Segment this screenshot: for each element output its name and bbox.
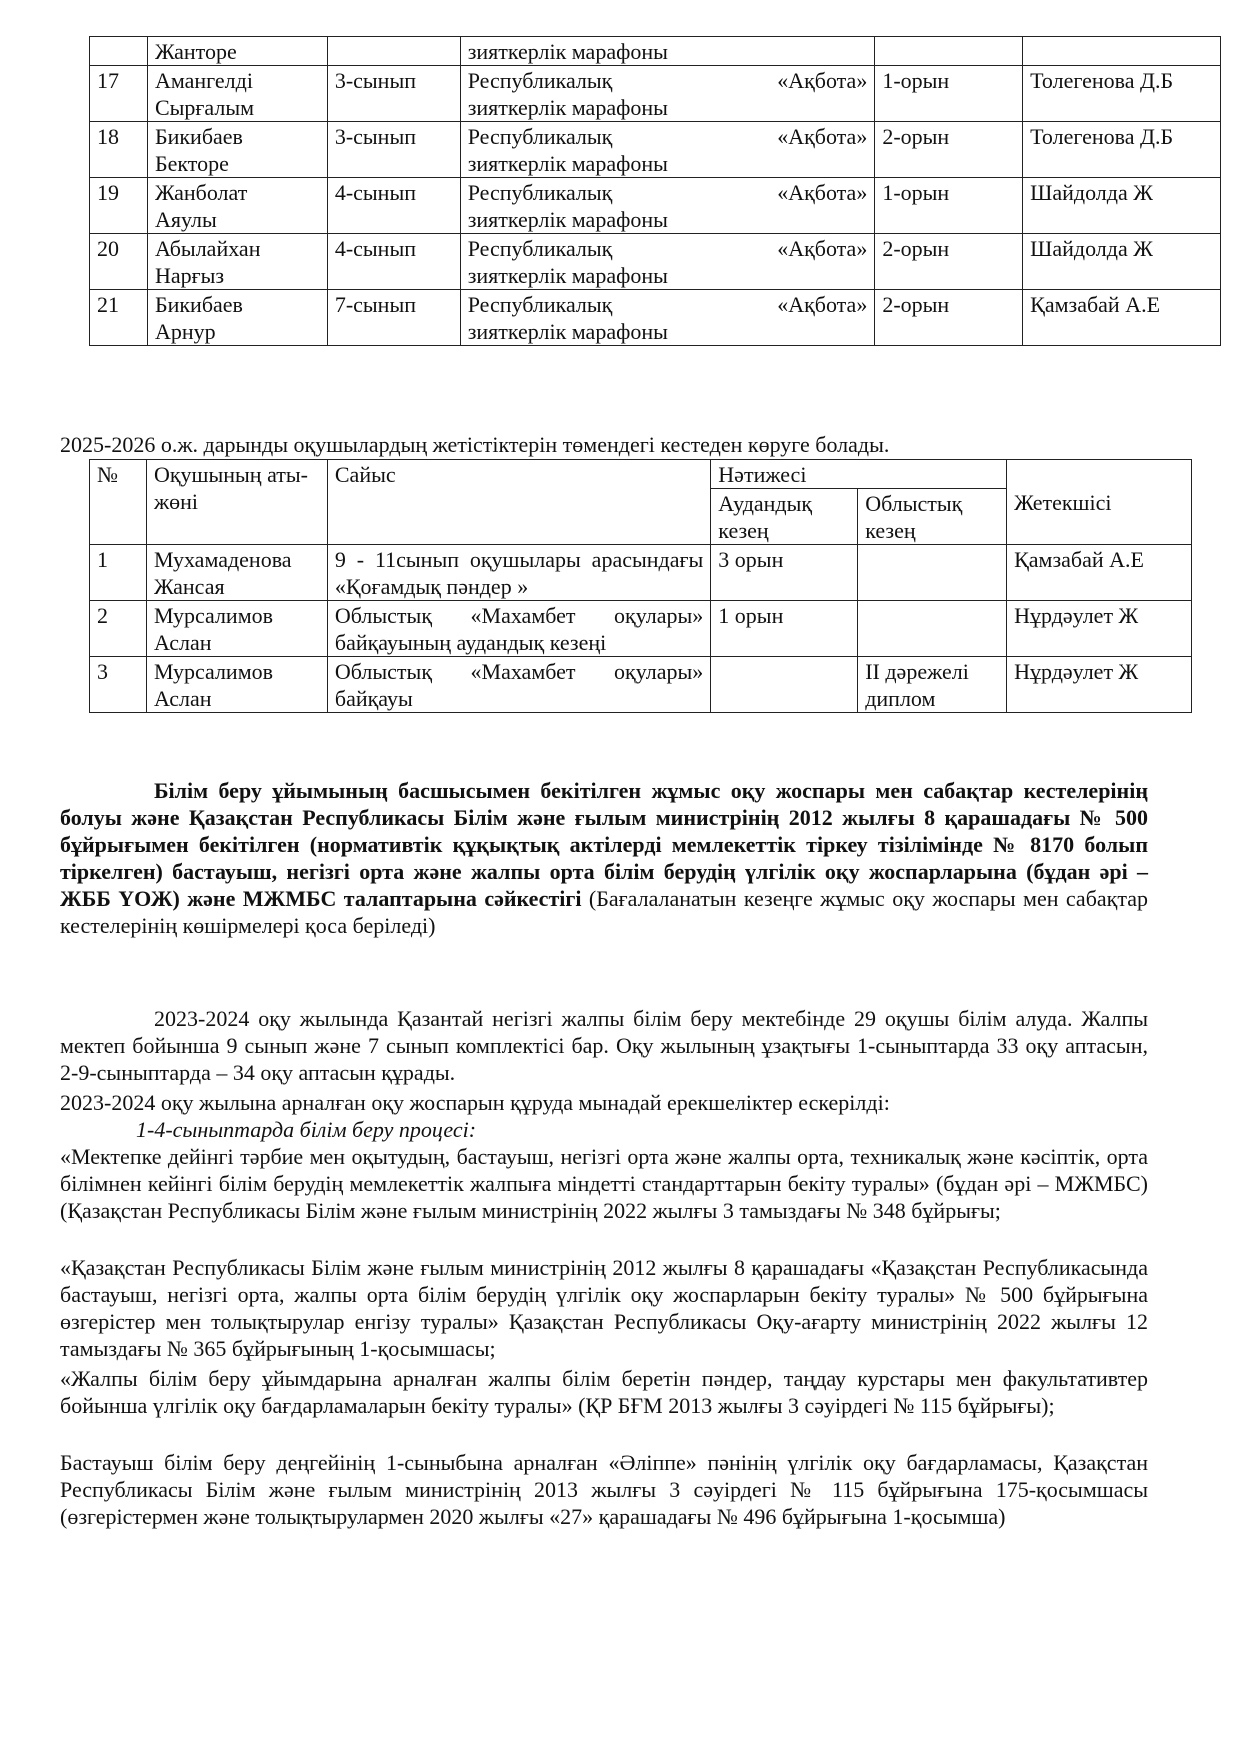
event: зияткерлік марафоны <box>460 37 875 66</box>
teacher: Шайдолда Ж <box>1023 234 1221 290</box>
table-row <box>90 234 1221 290</box>
student-name: Мурсалимов Аслан <box>146 657 327 713</box>
grade: 3-сынып <box>327 122 460 178</box>
body-paragraph: Бастауыш білім беру деңгейінің 1-сыныбына арналған «Әліппе» пәнінің үлгілік оқу бағдарламасы, Қазақстан Республикасы Білім және ғылым министрінің 2013 жылғы 3 сәуірдегі № 115 бұйрығына 175-қосымшасы (өзгерістермен және толықтырулармен 2020 жылғы «27» қарашадағы № 496 бұйрығына 1-қосымша) <box>60 1450 1148 1529</box>
contest: 9 - 11сынып оқушылары арасындағы «Қоғамдық пәндер » <box>327 545 710 601</box>
row-number: 19 <box>90 178 148 234</box>
district-result: 3 орын <box>711 545 858 601</box>
table-row <box>90 545 1192 601</box>
section-heading-bold: Білім беру ұйымының басшысымен бекітілген жұмыс оқу жоспары мен сабақтар кестелерінің болуы және Қазақстан Республикасы Білім және ғылым министрінің 2012 жылғы 8 қарашадағы № 500 бұйрығымен бекітілген (нормативтік құқықтық актілерді мемлекеттік тіркеу тізілімінде № 8170 болып тіркелген) бастауыш, негізгі орта және жалпы орта білім берудің үлгілік оқу жоспарларына (бұдан әрі – ЖББ ҮОЖ) және МЖМБС талаптарына сәйкестігі <box>60 778 1148 911</box>
contest: Облыстық «Махамбет оқулары» байқауы <box>327 657 710 713</box>
district-result: 1 орын <box>711 601 858 657</box>
event: Республикалық «Ақбота» зияткерлік марафоны <box>460 122 875 178</box>
row-number: 2 <box>90 601 147 657</box>
table-row <box>90 601 1192 657</box>
table-row <box>90 657 1192 713</box>
awards-table <box>89 36 1221 346</box>
row-number: 18 <box>90 122 148 178</box>
header-district: Аудандық кезең <box>711 489 858 545</box>
grade: 4-сынып <box>327 178 460 234</box>
intro-sentence: 2025-2026 о.ж. дарынды оқушылардың жетістіктерін төмендегі кестеден көруге болады. <box>60 432 890 457</box>
row-number: 1 <box>90 545 147 601</box>
header-name: Оқушының аты-жөні <box>146 460 327 545</box>
achievements-table <box>89 459 1192 713</box>
event: Республикалық «Ақбота» зияткерлік марафоны <box>460 234 875 290</box>
header-contest: Сайыс <box>327 460 710 545</box>
row-number: 20 <box>90 234 148 290</box>
header-number: № <box>90 460 147 545</box>
table-row <box>90 66 1221 122</box>
table-row <box>90 290 1221 346</box>
row-number: 3 <box>90 657 147 713</box>
event: Республикалық «Ақбота» зияткерлік марафоны <box>460 66 875 122</box>
body-paragraph: 2023-2024 оқу жылында Қазантай негізгі жалпы білім беру мектебінде 29 оқушы білім алуда. Жалпы мектеп бойынша 9 сынып және 7 сынып комплектісі бар. Оқу жылының ұзақтығы 1-сыныптарда 33 оқу аптасын, 2-9-сыныптарда – 34 оқу аптасын құрады. <box>60 1006 1148 1085</box>
place: 1-орын <box>875 66 1023 122</box>
grade: 4-сынып <box>327 234 460 290</box>
grade: 3-сынып <box>327 66 460 122</box>
row-number: 21 <box>90 290 148 346</box>
place: 2-орын <box>875 290 1023 346</box>
section-heading-note: (Бағалаланатын кезеңге жұмыс оқу жоспары мен сабақтар кестелерінің көшірмелері қоса беріледі) <box>60 886 1148 938</box>
student-name: Жанторе <box>147 37 327 66</box>
body-paragraph: «Жалпы білім беру ұйымдарына арналған жалпы білім беретін пәндер, таңдау курстары мен факультативтер бойынша үлгілік оқу бағдарламаларын бекіту туралы» (ҚР БҒМ 2013 жылғы 3 сәуірдегі № 115 бұйрығы); <box>60 1366 1148 1418</box>
table-row <box>90 122 1221 178</box>
header-regional: Облыстық кезең <box>858 489 1007 545</box>
grade <box>327 37 460 66</box>
body-subheading: 1-4-сыныптарда білім беру процесі: <box>136 1117 477 1142</box>
body-paragraph: «Мектепке дейінгі тәрбие мен оқытудың, бастауыш, негізгі орта және жалпы орта, техникалық және кәсіптік, орта білімнен кейінгі білім берудің мемлекеттік жалпыға міндетті стандарттарын бекіту туралы» (бұдан әрі – МЖМБС) (Қазақстан Республикасы Білім және ғылым министрінің 2022 жылғы 3 тамыздағы № 348 бұйрығы; <box>60 1144 1148 1223</box>
place: 2-орын <box>875 122 1023 178</box>
place: 1-орын <box>875 178 1023 234</box>
teacher: Нұрдәулет Ж <box>1007 657 1192 713</box>
table-header-row <box>90 460 1192 489</box>
place: 2-орын <box>875 234 1023 290</box>
teacher: Шайдолда Ж <box>1023 178 1221 234</box>
teacher: Толегенова Д.Б <box>1023 122 1221 178</box>
header-result: Нәтижесі <box>711 460 1007 489</box>
teacher: Толегенова Д.Б <box>1023 66 1221 122</box>
student-name: Абылайхан Нарғыз <box>147 234 327 290</box>
section-heading <box>60 777 1148 939</box>
row-number: 17 <box>90 66 148 122</box>
student-name: Мухамаденова Жансая <box>146 545 327 601</box>
district-result <box>711 657 858 713</box>
regional-result <box>858 545 1007 601</box>
grade: 7-сынып <box>327 290 460 346</box>
event: Республикалық «Ақбота» зияткерлік марафоны <box>460 178 875 234</box>
teacher: Қамзабай А.Е <box>1007 545 1192 601</box>
student-name: Бикибаев Бекторе <box>147 122 327 178</box>
student-name: Мурсалимов Аслан <box>146 601 327 657</box>
header-teacher: Жетекшісі <box>1007 460 1192 545</box>
teacher <box>1023 37 1221 66</box>
row-number <box>90 37 148 66</box>
student-name: Амангелді Сырғалым <box>147 66 327 122</box>
regional-result <box>858 601 1007 657</box>
table-row <box>90 37 1221 66</box>
body-paragraph: «Қазақстан Республикасы Білім және ғылым министрінің 2012 жылғы 8 қарашадағы «Қазақстан Республикасында бастауыш, негізгі орта, жалпы орта білім берудің үлгілік оқу жоспарларын бекіту туралы» № 500 бұйрығына өзгерістер мен толықтырулар енгізу туралы» Қазақстан Республикасы Оқу-ағарту министрінің 2022 жылғы 12 тамыздағы № 365 бұйрығының 1-қосымшасы; <box>60 1255 1148 1361</box>
place <box>875 37 1023 66</box>
student-name: Бикибаев Арнур <box>147 290 327 346</box>
student-name: Жанболат Аяулы <box>147 178 327 234</box>
teacher: Нұрдәулет Ж <box>1007 601 1192 657</box>
regional-result: ІІ дәрежелі диплом <box>858 657 1007 713</box>
event: Республикалық «Ақбота» зияткерлік марафоны <box>460 290 875 346</box>
teacher: Қамзабай А.Е <box>1023 290 1221 346</box>
contest: Облыстық «Махамбет оқулары» байқауының аудандық кезеңі <box>327 601 710 657</box>
table-row <box>90 178 1221 234</box>
body-paragraph: 2023-2024 оқу жылына арналған оқу жоспарын құруда мынадай ерекшеліктер ескерілді: <box>60 1090 890 1115</box>
